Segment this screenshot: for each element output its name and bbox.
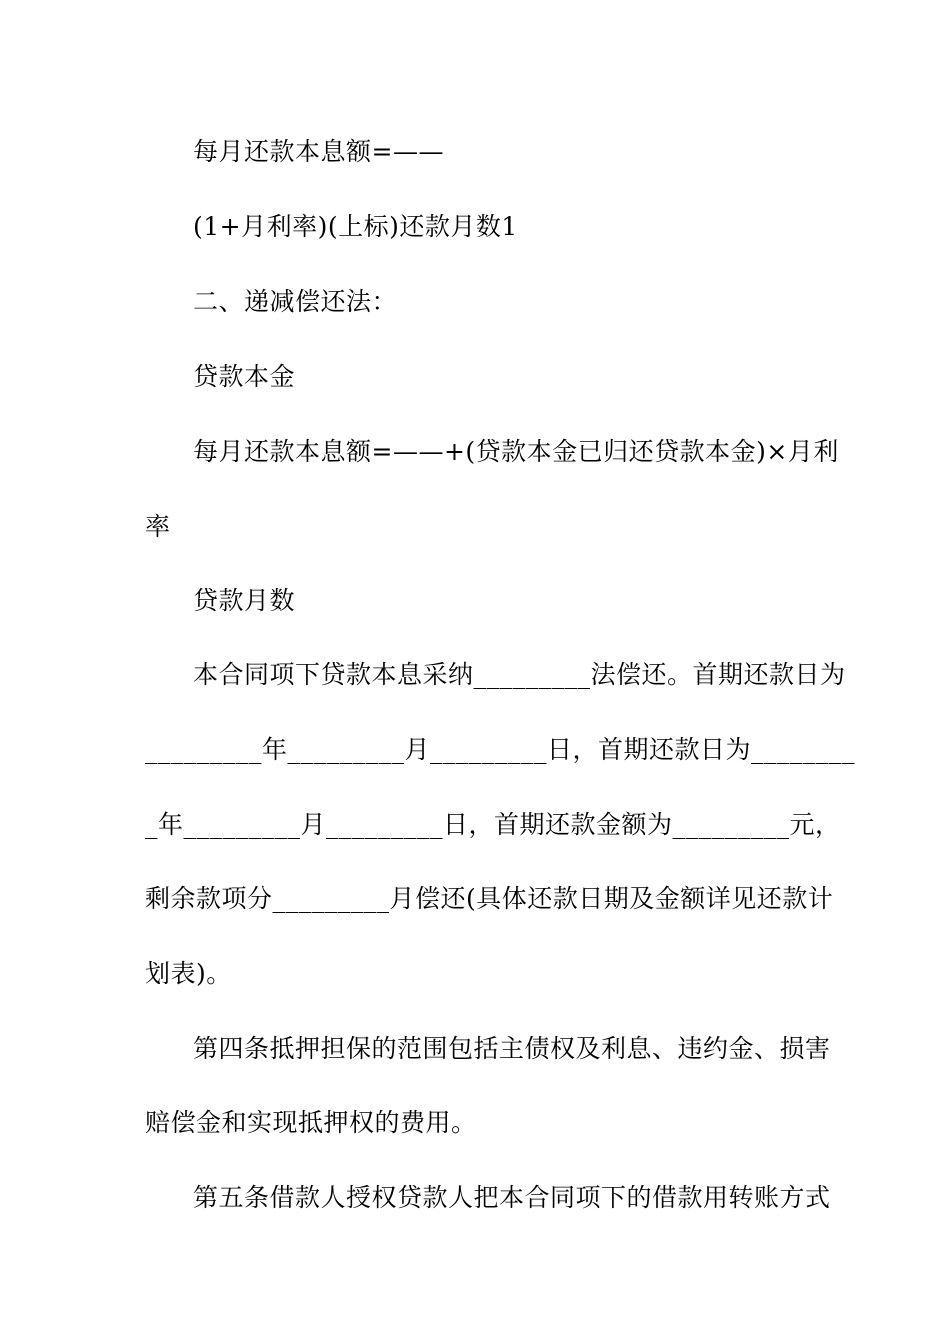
paragraph-article-5-line-1: 第五条借款人授权贷款人把本合同项下的借款用转账方式: [193, 1183, 831, 1212]
paragraph-repayment-method-line-5: 划表)。: [145, 959, 232, 988]
text-line-repayment-formula-label: 每月还款本息额=——: [193, 137, 444, 166]
text-line-loan-months: 贷款月数: [193, 586, 296, 615]
paragraph-article-4-line-2: 赔偿金和实现抵押权的费用。: [145, 1108, 477, 1137]
text-line-decreasing-formula: 每月还款本息额=——+(贷款本金已归还贷款本金)×月利: [193, 437, 839, 466]
paragraph-article-4-line-1: 第四条抵押担保的范围包括主债权及利息、违约金、损害: [193, 1034, 831, 1063]
text-line-decreasing-method-heading: 二、递减偿还法：: [193, 287, 398, 316]
paragraph-repayment-method-line-3: _年_________月_________日，首期还款金额为_________元，: [145, 810, 841, 839]
text-line-monthly-rate-exponent: (1+月利率)(上标)还款月数1: [193, 212, 518, 241]
text-line-loan-principal: 贷款本金: [193, 362, 296, 391]
text-line-rate-continuation: 率: [145, 512, 171, 541]
paragraph-repayment-method-line-2: _________年_________月_________日，首期还款日为________: [145, 735, 856, 764]
paragraph-repayment-method-line-4: 剩余款项分_________月偿还(具体还款日期及金额详见还款计: [145, 884, 834, 913]
paragraph-repayment-method-line-1: 本合同项下贷款本息采纳_________法偿还。首期还款日为: [193, 660, 846, 689]
